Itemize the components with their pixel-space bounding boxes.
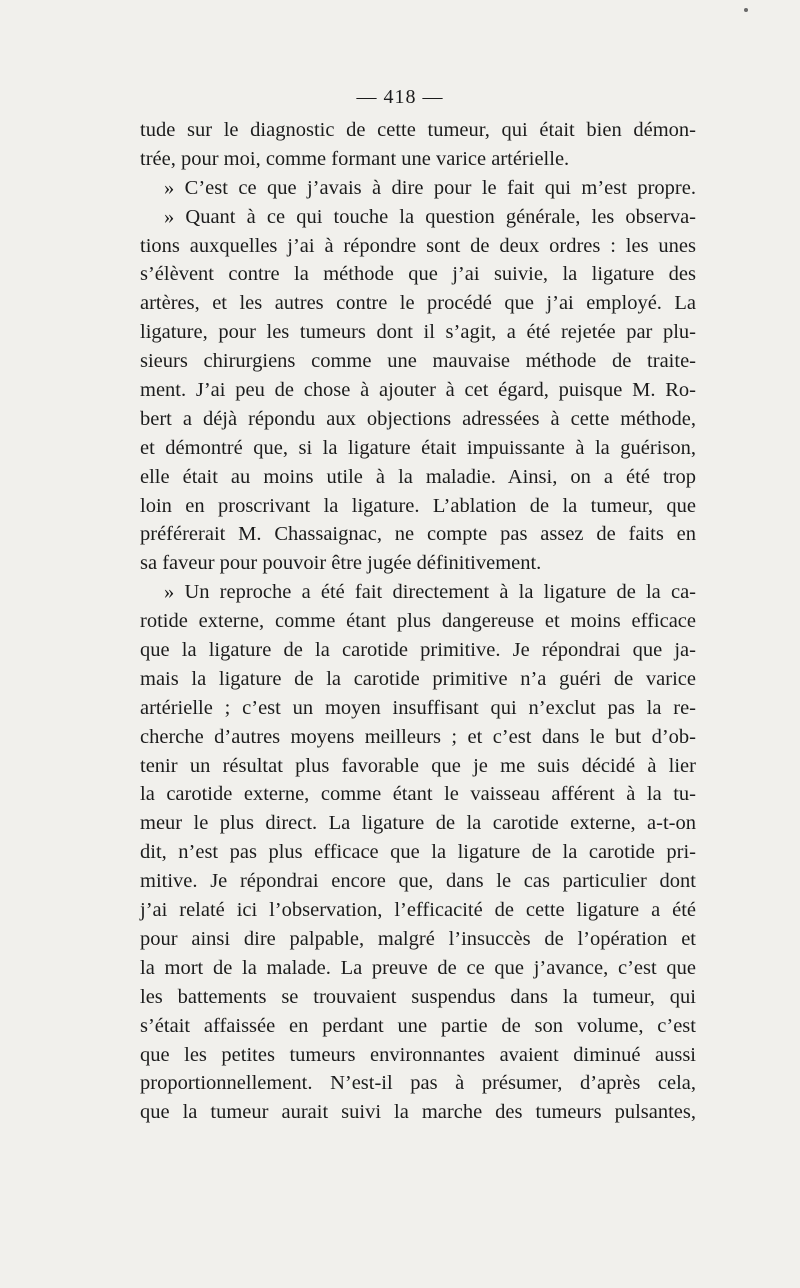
text-line: sa faveur pour pouvoir être jugée définitivement. xyxy=(140,552,542,575)
text-line: tenir un résultat plus favorable que je me suis décidé à lier xyxy=(140,754,696,777)
text-line: » C’est ce que j’avais à dire pour le fait qui m’est propre. xyxy=(164,176,696,199)
text-line: préférerait M. Chassaignac, ne compte pas assez de faits en xyxy=(140,523,696,546)
text-line: que les petites tumeurs environnantes avaient diminué aussi xyxy=(140,1043,696,1066)
text-line: » Quant à ce qui touche la question générale, les observa- xyxy=(164,205,696,228)
text-line: dit, n’est pas plus efficace que la ligature de la carotide pri- xyxy=(140,841,696,864)
text-line: mitive. Je répondrai encore que, dans le cas particulier dont xyxy=(140,870,696,893)
text-line: trée, pour moi, comme formant une varice artérielle. xyxy=(140,147,570,170)
text-line: que la ligature de la carotide primitive. Je répondrai que ja- xyxy=(140,639,696,662)
text-line: les battements se trouvaient suspendus dans la tumeur, qui xyxy=(140,985,696,1008)
text-line: et démontré que, si la ligature était impuissante à la guérison, xyxy=(140,436,696,459)
text-line: artères, et les autres contre le procédé que j’ai employé. La xyxy=(140,292,696,315)
text-line: cherche d’autres moyens meilleurs ; et c’est dans le but d’ob- xyxy=(140,725,696,748)
text-line: rotide externe, comme étant plus dangereuse et moins efficace xyxy=(140,610,696,633)
text-line: proportionnellement. N’est-il pas à présumer, d’après cela, xyxy=(140,1072,696,1095)
text-line: j’ai relaté ici l’observation, l’efficacité de cette ligature a été xyxy=(140,899,696,922)
text-line: ment. J’ai peu de chose à ajouter à cet égard, puisque M. Ro- xyxy=(140,379,696,402)
text-line: meur le plus direct. La ligature de la carotide externe, a-t-on xyxy=(140,812,696,835)
paper-speck xyxy=(744,8,748,12)
text-line: tude sur le diagnostic de cette tumeur, qui était bien démon- xyxy=(140,119,696,141)
text-line: sieurs chirurgiens comme une mauvaise méthode de traite- xyxy=(140,350,696,373)
text-line: la carotide externe, comme étant le vaisseau afférent à la tu- xyxy=(140,783,696,806)
page-number: — 418 — xyxy=(356,86,444,108)
text-line: mais la ligature de la carotide primitive n’a guéri de varice xyxy=(140,667,696,690)
text-line: que la tumeur aurait suivi la marche des tumeurs pulsantes, xyxy=(140,1101,696,1124)
text-line: » Un reproche a été fait directement à la ligature de la ca- xyxy=(164,581,696,604)
text-line: pour ainsi dire palpable, malgré l’insuccès de l’opération et xyxy=(140,927,696,950)
body-text xyxy=(140,116,696,1127)
text-line: elle était au moins utile à la maladie. Ainsi, on a été trop xyxy=(140,465,696,488)
text-line: ligature, pour les tumeurs dont il s’agit, a été rejetée par plu- xyxy=(140,321,696,344)
text-line: tions auxquelles j’ai à répondre sont de deux ordres : les unes xyxy=(140,234,696,257)
text-line: s’élèvent contre la méthode que j’ai suivie, la ligature des xyxy=(140,263,696,286)
text-line: la mort de la malade. La preuve de ce que j’avance, c’est que xyxy=(140,956,696,979)
text-line: artérielle ; c’est un moyen insuffisant qui n’exclut pas la re- xyxy=(140,696,696,719)
text-line: s’était affaissée en perdant une partie de son volume, c’est xyxy=(140,1014,696,1037)
text-line: loin en proscrivant la ligature. L’ablation de la tumeur, que xyxy=(140,494,696,517)
text-line: bert a déjà répondu aux objections adressées à cette méthode, xyxy=(140,407,696,430)
